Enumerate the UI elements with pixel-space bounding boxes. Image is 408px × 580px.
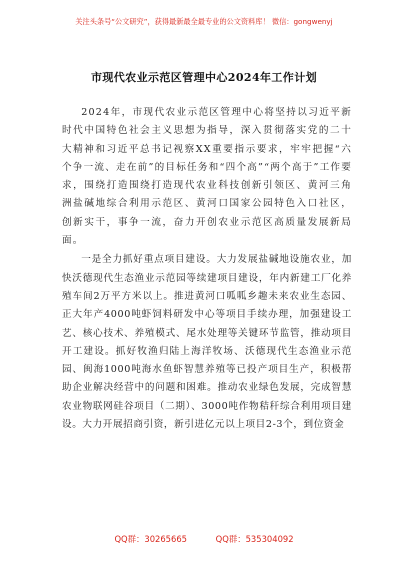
qq-group-1: QQ群：30265665: [114, 534, 187, 544]
paragraph-intro: 2024年，市现代农业示范区管理中心将坚持以习近平新时代中国特色社会主义思想为指导，深入贯彻落实党的二十大精神和习近平总书记视察XX重要指示要求，牢牢把握“六个争一流、走在前”的目标任务和“四个高”“两个高于”工作要求，围绕打造围绕打造现代农业科技创新引领区、黄河三角洲盐碱地综合利用示范区、黄河口国家公园特色入口社区，创新实干，事争一流，奋力开创农业示范区高质量发展新局面。: [62, 107, 352, 247]
promo-banner: 关注头条号“公文研究”，获得最新最全最专业的公文资料库！ 微信：gongwenyj: [75, 17, 333, 26]
footer-contacts: [0, 533, 408, 545]
document-body: [62, 104, 352, 434]
paragraph-key-projects: 一是全力抓好重点项目建设。大力发展盐碱地设施农业，加快沃德现代生态渔业示范园等续建项目建设，年内新建工厂化养殖车间2万平方米以上。推进黄河口呱呱乡趣未来农业生态园、正大年产4000吨虾饲料研发中心等项目手续办理，加强建设工艺、核心技术、养殖模式、尾水处理等关键环节监管，推动项目开工建设。抓好牧渔归陆上海洋牧场、沃德现代生态渔业示范园、闽海1000吨海水鱼虾智慧养殖等已投产项目生产，积极帮助企业解决经营中的问题和困难。推动农业绿色发展，完成智慧农业物联网硅谷项目（二期）、3000吨作物秸秆综合利用项目建设。大力开展招商引资，新引进亿元以上项目2-3个，到位资金: [62, 254, 352, 431]
qq-group-2: QQ群：535304092: [215, 534, 294, 544]
document-title: 市现代农业示范区管理中心2024年工作计划: [90, 71, 317, 84]
